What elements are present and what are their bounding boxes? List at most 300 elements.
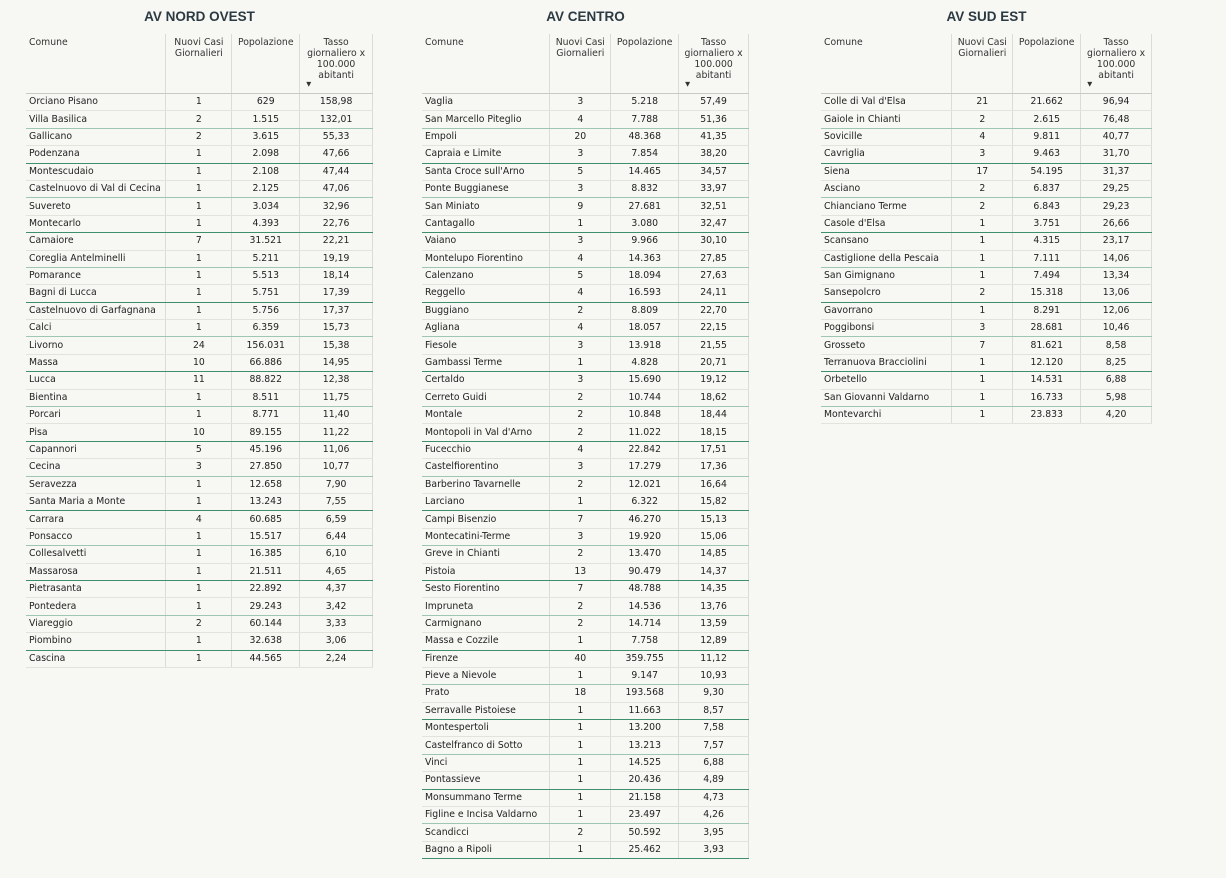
nuovi-casi-cell: 1 <box>550 737 611 754</box>
nuovi-casi-cell: 1 <box>550 772 611 789</box>
table-row[interactable] <box>26 407 373 424</box>
nuovi-casi-cell: 2 <box>952 180 1013 197</box>
table-row[interactable] <box>26 285 373 302</box>
comune-cell: Camaiore <box>26 233 166 250</box>
tasso-cell: 47,06 <box>300 180 373 197</box>
table-row[interactable] <box>422 146 749 163</box>
tasso-cell: 9,30 <box>679 685 749 702</box>
tasso-cell: 24,11 <box>679 285 749 302</box>
table-row[interactable] <box>821 250 1152 267</box>
column-header-nuovi-casi[interactable]: Nuovi Casi Giornalieri <box>166 34 232 94</box>
table-row[interactable] <box>26 459 373 476</box>
table-row[interactable] <box>422 580 749 597</box>
column-header-tasso[interactable] <box>1081 34 1152 94</box>
comune-cell: Montecarlo <box>26 215 166 232</box>
popolazione-cell: 18.094 <box>611 267 679 284</box>
table-row[interactable] <box>821 180 1152 197</box>
table-row[interactable] <box>821 198 1152 215</box>
tasso-cell: 12,89 <box>679 633 749 650</box>
table-row[interactable] <box>26 128 373 145</box>
popolazione-cell: 13.243 <box>232 493 300 510</box>
nuovi-casi-cell: 7 <box>550 580 611 597</box>
table-row[interactable] <box>422 94 749 111</box>
tasso-cell: 4,26 <box>679 807 749 824</box>
tasso-cell: 4,89 <box>679 772 749 789</box>
column-header-tasso[interactable] <box>679 34 749 94</box>
table-row[interactable] <box>422 250 749 267</box>
nuovi-casi-cell: 40 <box>550 650 611 667</box>
nuovi-casi-cell: 2 <box>550 598 611 615</box>
nuovi-casi-cell: 2 <box>166 615 232 632</box>
table-row[interactable] <box>422 198 749 215</box>
column-header-nuovi-casi[interactable]: Nuovi Casi Giornalieri <box>550 34 611 94</box>
tasso-cell: 8,25 <box>1081 354 1152 371</box>
table-row[interactable] <box>821 407 1152 424</box>
comune-cell: Pietrasanta <box>26 580 166 597</box>
tasso-cell: 14,85 <box>679 546 749 563</box>
comune-cell: Cerreto Guidi <box>422 389 550 406</box>
popolazione-cell: 60.685 <box>232 511 300 528</box>
column-header-comune[interactable]: Comune <box>26 34 166 94</box>
comune-cell: Orbetello <box>821 372 952 389</box>
tasso-cell: 23,17 <box>1081 233 1152 250</box>
tasso-cell: 22,76 <box>300 215 373 232</box>
table-row[interactable] <box>26 424 373 441</box>
table-row[interactable] <box>422 563 749 580</box>
table-row[interactable] <box>422 476 749 493</box>
nuovi-casi-cell: 1 <box>166 546 232 563</box>
column-header-nuovi-casi[interactable]: Nuovi Casi Giornalieri <box>952 34 1013 94</box>
nuovi-casi-cell: 4 <box>166 511 232 528</box>
table-row[interactable] <box>422 528 749 545</box>
table-row[interactable] <box>422 615 749 632</box>
table-row[interactable] <box>26 94 373 111</box>
table-row[interactable] <box>821 128 1152 145</box>
table-row[interactable] <box>422 267 749 284</box>
table-row[interactable] <box>422 285 749 302</box>
popolazione-cell: 9.147 <box>611 667 679 684</box>
nuovi-casi-cell: 4 <box>550 111 611 128</box>
table-row[interactable] <box>422 824 749 841</box>
table-row[interactable] <box>422 685 749 702</box>
tasso-cell: 11,06 <box>300 441 373 458</box>
table-row[interactable] <box>422 233 749 250</box>
comune-cell: Piombino <box>26 633 166 650</box>
comune-cell: Calci <box>26 320 166 337</box>
sort-descending-icon[interactable]: ▼ <box>1087 80 1093 88</box>
popolazione-cell: 90.479 <box>611 563 679 580</box>
popolazione-cell: 88.822 <box>232 372 300 389</box>
popolazione-cell: 13.200 <box>611 720 679 737</box>
column-header-tasso[interactable] <box>300 34 373 94</box>
nuovi-casi-cell: 2 <box>550 424 611 441</box>
column-header-popolazione[interactable]: Popolazione <box>1013 34 1081 94</box>
comune-cell: Asciano <box>821 180 952 197</box>
table-row[interactable] <box>26 546 373 563</box>
nuovi-casi-cell: 24 <box>166 337 232 354</box>
nuovi-casi-cell: 5 <box>550 163 611 180</box>
tasso-cell: 17,39 <box>300 285 373 302</box>
comune-cell: Ponsacco <box>26 528 166 545</box>
comune-cell: Pontassieve <box>422 772 550 789</box>
nuovi-casi-cell: 21 <box>952 94 1013 111</box>
table-row[interactable] <box>26 372 373 389</box>
tasso-cell: 17,37 <box>300 302 373 319</box>
comune-cell: Montecatini-Terme <box>422 528 550 545</box>
table-row[interactable] <box>26 511 373 528</box>
comune-cell: Cascina <box>26 650 166 667</box>
popolazione-cell: 14.465 <box>611 163 679 180</box>
nuovi-casi-cell: 1 <box>952 354 1013 371</box>
table-row[interactable] <box>821 320 1152 337</box>
tasso-cell: 15,38 <box>300 337 373 354</box>
nuovi-casi-cell: 1 <box>166 650 232 667</box>
table-row[interactable] <box>26 580 373 597</box>
table-row[interactable] <box>26 476 373 493</box>
tasso-cell: 47,66 <box>300 146 373 163</box>
comune-cell: Greve in Chianti <box>422 546 550 563</box>
table-row[interactable] <box>422 702 749 719</box>
popolazione-cell: 4.315 <box>1013 233 1081 250</box>
popolazione-cell: 46.270 <box>611 511 679 528</box>
table-av-sud-est <box>821 34 1152 424</box>
table-row[interactable] <box>26 215 373 232</box>
nuovi-casi-cell: 2 <box>550 546 611 563</box>
table-row[interactable] <box>422 511 749 528</box>
comune-cell: Castelfranco di Sotto <box>422 737 550 754</box>
comune-cell: Podenzana <box>26 146 166 163</box>
table-row[interactable] <box>422 754 749 771</box>
table-row[interactable] <box>26 633 373 650</box>
nuovi-casi-cell: 1 <box>952 267 1013 284</box>
comune-cell: Santa Maria a Monte <box>26 493 166 510</box>
nuovi-casi-cell: 1 <box>166 633 232 650</box>
popolazione-cell: 19.920 <box>611 528 679 545</box>
table-row[interactable] <box>422 302 749 319</box>
tasso-cell: 6,88 <box>1081 372 1152 389</box>
tasso-cell: 132,01 <box>300 111 373 128</box>
nuovi-casi-cell: 1 <box>166 94 232 111</box>
tasso-cell: 22,15 <box>679 320 749 337</box>
table-row[interactable] <box>422 667 749 684</box>
column-header-tasso-label: Tasso giornaliero x 100.000 abitanti <box>684 37 743 81</box>
popolazione-cell: 6.837 <box>1013 180 1081 197</box>
nuovi-casi-cell: 1 <box>166 198 232 215</box>
table-row[interactable] <box>422 807 749 824</box>
tasso-cell: 15,13 <box>679 511 749 528</box>
comune-cell: Bientina <box>26 389 166 406</box>
comune-cell: Impruneta <box>422 598 550 615</box>
table-row[interactable] <box>422 354 749 371</box>
nuovi-casi-cell: 1 <box>550 807 611 824</box>
tasso-cell: 2,24 <box>300 650 373 667</box>
tasso-cell: 21,55 <box>679 337 749 354</box>
table-row[interactable] <box>821 146 1152 163</box>
nuovi-casi-cell: 1 <box>166 302 232 319</box>
popolazione-cell: 14.531 <box>1013 372 1081 389</box>
table-row[interactable] <box>422 441 749 458</box>
tasso-cell: 12,06 <box>1081 302 1152 319</box>
nuovi-casi-cell: 2 <box>952 285 1013 302</box>
table-row[interactable] <box>422 180 749 197</box>
tasso-cell: 76,48 <box>1081 111 1152 128</box>
tasso-cell: 17,36 <box>679 459 749 476</box>
tasso-cell: 6,10 <box>300 546 373 563</box>
table-row[interactable] <box>422 493 749 510</box>
popolazione-cell: 9.966 <box>611 233 679 250</box>
tasso-cell: 41,35 <box>679 128 749 145</box>
comune-cell: Massa e Cozzile <box>422 633 550 650</box>
nuovi-casi-cell: 1 <box>952 372 1013 389</box>
comune-cell: Santa Croce sull'Arno <box>422 163 550 180</box>
nuovi-casi-cell: 1 <box>952 215 1013 232</box>
comune-cell: Reggello <box>422 285 550 302</box>
tasso-cell: 7,55 <box>300 493 373 510</box>
nuovi-casi-cell: 20 <box>550 128 611 145</box>
nuovi-casi-cell: 2 <box>550 389 611 406</box>
popolazione-cell: 1.515 <box>232 111 300 128</box>
table-row[interactable] <box>422 320 749 337</box>
panel-title: AV SUD EST <box>946 9 1027 24</box>
table-row[interactable] <box>422 737 749 754</box>
table-row[interactable] <box>422 841 749 858</box>
table-row[interactable] <box>26 163 373 180</box>
popolazione-cell: 14.714 <box>611 615 679 632</box>
comune-cell: Gaiole in Chianti <box>821 111 952 128</box>
popolazione-cell: 7.788 <box>611 111 679 128</box>
tasso-cell: 18,15 <box>679 424 749 441</box>
tasso-cell: 14,95 <box>300 354 373 371</box>
comune-cell: San Miniato <box>422 198 550 215</box>
tasso-cell: 29,25 <box>1081 180 1152 197</box>
comune-cell: Montopoli in Val d'Arno <box>422 424 550 441</box>
table-row[interactable] <box>422 546 749 563</box>
nuovi-casi-cell: 1 <box>166 598 232 615</box>
table-row[interactable] <box>422 407 749 424</box>
table-header-row <box>422 34 749 94</box>
popolazione-cell: 2.615 <box>1013 111 1081 128</box>
table-row[interactable] <box>422 337 749 354</box>
nuovi-casi-cell: 18 <box>550 685 611 702</box>
tasso-cell: 4,37 <box>300 580 373 597</box>
column-header-comune[interactable]: Comune <box>422 34 550 94</box>
nuovi-casi-cell: 1 <box>550 215 611 232</box>
popolazione-cell: 23.833 <box>1013 407 1081 424</box>
comune-cell: Capannori <box>26 441 166 458</box>
comune-cell: Colle di Val d'Elsa <box>821 94 952 111</box>
table-row[interactable] <box>821 163 1152 180</box>
popolazione-cell: 3.751 <box>1013 215 1081 232</box>
table-row[interactable] <box>422 789 749 806</box>
nuovi-casi-cell: 1 <box>166 389 232 406</box>
popolazione-cell: 5.513 <box>232 267 300 284</box>
sort-descending-icon[interactable]: ▼ <box>685 80 691 88</box>
popolazione-cell: 17.279 <box>611 459 679 476</box>
table-row[interactable] <box>422 720 749 737</box>
nuovi-casi-cell: 4 <box>550 441 611 458</box>
comune-cell: Cavriglia <box>821 146 952 163</box>
table-row[interactable] <box>422 128 749 145</box>
nuovi-casi-cell: 1 <box>550 354 611 371</box>
popolazione-cell: 3.034 <box>232 198 300 215</box>
table-row[interactable] <box>26 650 373 667</box>
table-row[interactable] <box>821 94 1152 111</box>
comune-cell: Pistoia <box>422 563 550 580</box>
table-row[interactable] <box>422 772 749 789</box>
comune-cell: Grosseto <box>821 337 952 354</box>
nuovi-casi-cell: 5 <box>550 267 611 284</box>
popolazione-cell: 14.525 <box>611 754 679 771</box>
popolazione-cell: 66.886 <box>232 354 300 371</box>
table-row[interactable] <box>26 441 373 458</box>
table-row[interactable] <box>26 180 373 197</box>
popolazione-cell: 28.681 <box>1013 320 1081 337</box>
popolazione-cell: 8.291 <box>1013 302 1081 319</box>
comune-cell: Montescudaio <box>26 163 166 180</box>
table-row[interactable] <box>821 285 1152 302</box>
table-row[interactable] <box>821 302 1152 319</box>
table-row[interactable] <box>26 111 373 128</box>
nuovi-casi-cell: 4 <box>550 320 611 337</box>
nuovi-casi-cell: 3 <box>166 459 232 476</box>
popolazione-cell: 18.057 <box>611 320 679 337</box>
table-row[interactable] <box>821 111 1152 128</box>
nuovi-casi-cell: 3 <box>550 528 611 545</box>
nuovi-casi-cell: 17 <box>952 163 1013 180</box>
popolazione-cell: 14.363 <box>611 250 679 267</box>
table-row[interactable] <box>26 302 373 319</box>
table-row[interactable] <box>422 389 749 406</box>
comune-cell: Collesalvetti <box>26 546 166 563</box>
tasso-cell: 13,34 <box>1081 267 1152 284</box>
nuovi-casi-cell: 2 <box>952 111 1013 128</box>
table-row[interactable] <box>821 337 1152 354</box>
tasso-cell: 40,77 <box>1081 128 1152 145</box>
nuovi-casi-cell: 1 <box>166 250 232 267</box>
nuovi-casi-cell: 2 <box>550 476 611 493</box>
table-row[interactable] <box>26 233 373 250</box>
table-row[interactable] <box>26 250 373 267</box>
popolazione-cell: 10.848 <box>611 407 679 424</box>
tasso-cell: 3,06 <box>300 633 373 650</box>
table-row[interactable] <box>26 493 373 510</box>
comune-cell: Castelnuovo di Garfagnana <box>26 302 166 319</box>
table-row[interactable] <box>26 354 373 371</box>
tasso-cell: 30,10 <box>679 233 749 250</box>
table-row[interactable] <box>26 320 373 337</box>
comune-cell: Gavorrano <box>821 302 952 319</box>
panel-av-sud-est <box>821 0 1152 424</box>
popolazione-cell: 31.521 <box>232 233 300 250</box>
tasso-cell: 33,97 <box>679 180 749 197</box>
nuovi-casi-cell: 2 <box>166 128 232 145</box>
table-row[interactable] <box>422 598 749 615</box>
tasso-cell: 96,94 <box>1081 94 1152 111</box>
table-row[interactable] <box>26 389 373 406</box>
column-header-comune[interactable]: Comune <box>821 34 952 94</box>
popolazione-cell: 6.359 <box>232 320 300 337</box>
table-row[interactable] <box>422 163 749 180</box>
tasso-cell: 6,88 <box>679 754 749 771</box>
tasso-cell: 10,46 <box>1081 320 1152 337</box>
comune-cell: Bagno a Ripoli <box>422 841 550 858</box>
table-row[interactable] <box>422 111 749 128</box>
column-header-popolazione[interactable]: Popolazione <box>611 34 679 94</box>
popolazione-cell: 44.565 <box>232 650 300 667</box>
comune-cell: Carmignano <box>422 615 550 632</box>
popolazione-cell: 7.758 <box>611 633 679 650</box>
popolazione-cell: 6.322 <box>611 493 679 510</box>
table-row[interactable] <box>26 198 373 215</box>
nuovi-casi-cell: 2 <box>952 198 1013 215</box>
table-row[interactable] <box>821 389 1152 406</box>
table-row[interactable] <box>26 615 373 632</box>
comune-cell: Pisa <box>26 424 166 441</box>
table-row[interactable] <box>821 215 1152 232</box>
nuovi-casi-cell: 11 <box>166 372 232 389</box>
panel-av-nord-ovest <box>26 0 373 668</box>
popolazione-cell: 7.111 <box>1013 250 1081 267</box>
column-header-popolazione[interactable]: Popolazione <box>232 34 300 94</box>
tasso-cell: 55,33 <box>300 128 373 145</box>
table-row[interactable] <box>422 459 749 476</box>
popolazione-cell: 20.436 <box>611 772 679 789</box>
tasso-cell: 57,49 <box>679 94 749 111</box>
table-row[interactable] <box>422 215 749 232</box>
popolazione-cell: 16.593 <box>611 285 679 302</box>
table-row[interactable] <box>821 372 1152 389</box>
popolazione-cell: 8.832 <box>611 180 679 197</box>
table-row[interactable] <box>26 598 373 615</box>
table-row[interactable] <box>26 267 373 284</box>
tasso-cell: 26,66 <box>1081 215 1152 232</box>
nuovi-casi-cell: 3 <box>952 320 1013 337</box>
nuovi-casi-cell: 1 <box>166 163 232 180</box>
tasso-cell: 3,93 <box>679 841 749 858</box>
comune-cell: Livorno <box>26 337 166 354</box>
table-row[interactable] <box>821 233 1152 250</box>
nuovi-casi-cell: 9 <box>550 198 611 215</box>
table-av-nord-ovest <box>26 34 373 668</box>
table-row[interactable] <box>26 563 373 580</box>
table-row[interactable] <box>821 267 1152 284</box>
tasso-cell: 11,40 <box>300 407 373 424</box>
table-row[interactable] <box>422 424 749 441</box>
sort-descending-icon[interactable]: ▼ <box>306 80 312 88</box>
comune-cell: Siena <box>821 163 952 180</box>
table-row[interactable] <box>422 372 749 389</box>
comune-cell: Montespertoli <box>422 720 550 737</box>
tasso-cell: 7,57 <box>679 737 749 754</box>
table-row[interactable] <box>26 146 373 163</box>
table-row[interactable] <box>422 633 749 650</box>
tasso-cell: 15,06 <box>679 528 749 545</box>
table-row[interactable] <box>821 354 1152 371</box>
popolazione-cell: 22.842 <box>611 441 679 458</box>
tasso-cell: 16,64 <box>679 476 749 493</box>
popolazione-cell: 25.462 <box>611 841 679 858</box>
table-row[interactable] <box>422 650 749 667</box>
nuovi-casi-cell: 10 <box>166 354 232 371</box>
comune-cell: Calenzano <box>422 267 550 284</box>
tasso-cell: 18,44 <box>679 407 749 424</box>
tasso-cell: 31,70 <box>1081 146 1152 163</box>
tasso-cell: 14,35 <box>679 580 749 597</box>
comune-cell: Certaldo <box>422 372 550 389</box>
table-row[interactable] <box>26 528 373 545</box>
nuovi-casi-cell: 2 <box>550 407 611 424</box>
table-row[interactable] <box>26 337 373 354</box>
